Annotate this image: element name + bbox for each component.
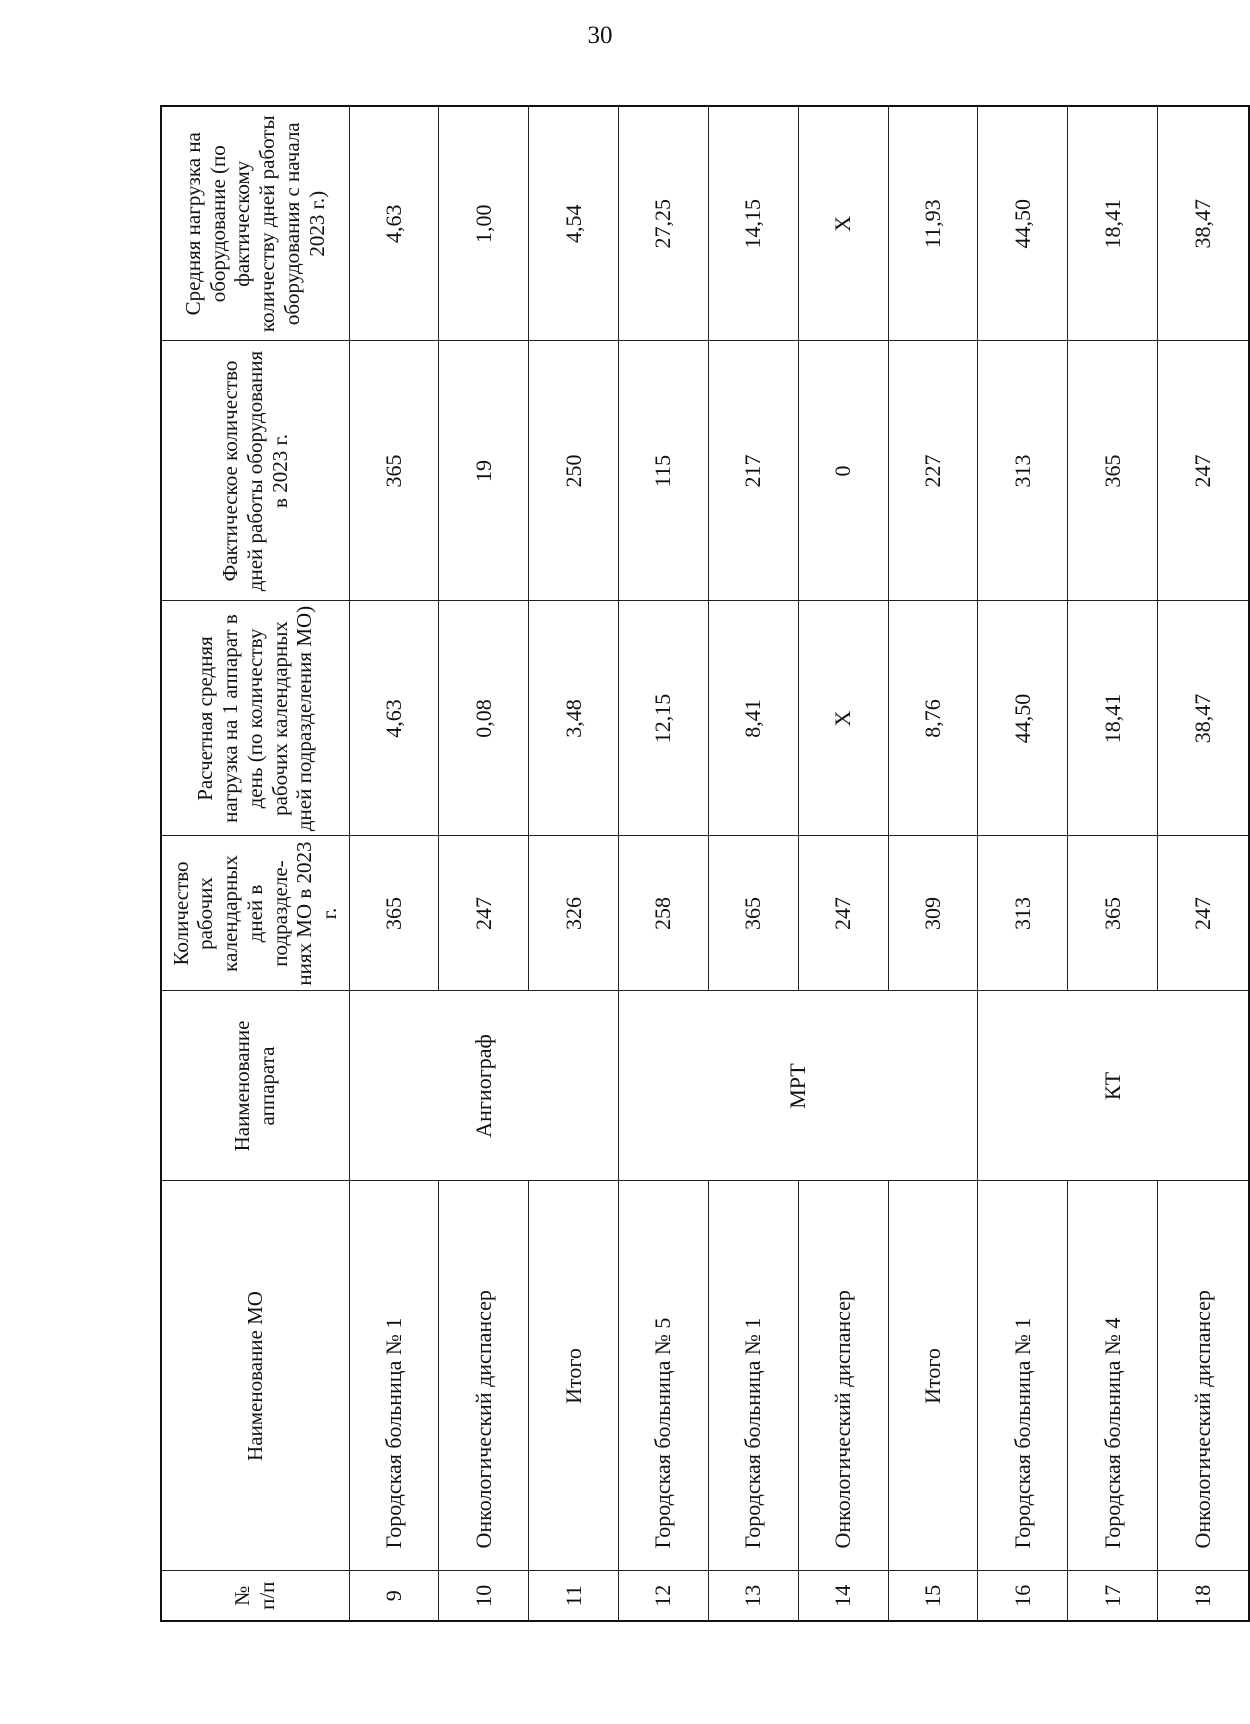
row-calc-load: 3,48 bbox=[529, 601, 619, 836]
row-work-days: 365 bbox=[349, 836, 439, 991]
row-actual-days: 227 bbox=[888, 341, 978, 601]
row-avg-load: 44,50 bbox=[978, 106, 1068, 341]
table-row bbox=[1068, 106, 1158, 1621]
row-num: 16 bbox=[978, 1571, 1068, 1621]
table-row bbox=[888, 106, 978, 1621]
row-avg-load: 18,41 bbox=[1068, 106, 1158, 341]
row-num: 15 bbox=[888, 1571, 978, 1621]
row-avg-load: 1,00 bbox=[439, 106, 529, 341]
equipment-load-table bbox=[160, 105, 1250, 1622]
row-actual-days: 365 bbox=[1068, 341, 1158, 601]
row-mo: Городская больница № 1 bbox=[708, 1181, 798, 1571]
table-row bbox=[978, 106, 1068, 1621]
header-mo: Наименование МО bbox=[161, 1181, 349, 1571]
table-row bbox=[619, 106, 709, 1621]
row-device: Ангиограф bbox=[349, 991, 619, 1181]
row-avg-load: 4,63 bbox=[349, 106, 439, 341]
row-num: 11 bbox=[529, 1571, 619, 1621]
row-calc-load: 0,08 bbox=[439, 601, 529, 836]
row-mo: Городская больница № 5 bbox=[619, 1181, 709, 1571]
row-mo: Городская больница № 4 bbox=[1068, 1181, 1158, 1571]
row-work-days: 365 bbox=[1068, 836, 1158, 991]
rotated-table-container bbox=[160, 107, 1250, 1622]
row-actual-days: 313 bbox=[978, 341, 1068, 601]
row-work-days: 247 bbox=[798, 836, 888, 991]
row-mo-total: Итого bbox=[888, 1181, 978, 1571]
row-mo: Онкологический диспансер bbox=[439, 1181, 529, 1571]
row-work-days: 247 bbox=[1158, 836, 1249, 991]
row-calc-load: 12,15 bbox=[619, 601, 709, 836]
row-actual-days: 19 bbox=[439, 341, 529, 601]
row-num: 17 bbox=[1068, 1571, 1158, 1621]
row-work-days: 365 bbox=[708, 836, 798, 991]
row-avg-load: 4,54 bbox=[529, 106, 619, 341]
row-num: 9 bbox=[349, 1571, 439, 1621]
row-mo: Городская больница № 1 bbox=[349, 1181, 439, 1571]
row-avg-load: 27,25 bbox=[619, 106, 709, 341]
header-work-days: Количество рабочих календарных дней в подразделе-ниях МО в 2023 г. bbox=[161, 836, 349, 991]
row-actual-days: 217 bbox=[708, 341, 798, 601]
table-row bbox=[439, 106, 529, 1621]
row-actual-days: 250 bbox=[529, 341, 619, 601]
header-num: № п/п bbox=[161, 1571, 349, 1621]
row-avg-load: 11,93 bbox=[888, 106, 978, 341]
row-work-days: 309 bbox=[888, 836, 978, 991]
row-actual-days: 247 bbox=[1158, 341, 1249, 601]
table-row bbox=[529, 106, 619, 1621]
row-actual-days: 365 bbox=[349, 341, 439, 601]
row-work-days: 313 bbox=[978, 836, 1068, 991]
header-actual-days: Фактическое количество дней работы оборудования в 2023 г. bbox=[161, 341, 349, 601]
row-mo: Онкологический диспансер bbox=[798, 1181, 888, 1571]
row-avg-load: 38,47 bbox=[1158, 106, 1249, 341]
row-num: 12 bbox=[619, 1571, 709, 1621]
table-row bbox=[708, 106, 798, 1621]
row-calc-load: 8,41 bbox=[708, 601, 798, 836]
row-num: 10 bbox=[439, 1571, 529, 1621]
row-calc-load: 44,50 bbox=[978, 601, 1068, 836]
row-num: 14 bbox=[798, 1571, 888, 1621]
row-num: 18 bbox=[1158, 1571, 1249, 1621]
row-work-days: 326 bbox=[529, 836, 619, 991]
row-actual-days: 115 bbox=[619, 341, 709, 601]
row-mo-total: Итого bbox=[529, 1181, 619, 1571]
row-calc-load: Х bbox=[798, 601, 888, 836]
row-device: МРТ bbox=[619, 991, 978, 1181]
header-avg-load: Средняя нагрузка на оборудование (по фактическому количеству дней работы оборудования с начала 2023 г.) bbox=[161, 106, 349, 341]
row-calc-load: 4,63 bbox=[349, 601, 439, 836]
header-row bbox=[161, 106, 349, 1621]
row-num: 13 bbox=[708, 1571, 798, 1621]
table-row bbox=[798, 106, 888, 1621]
row-calc-load: 38,47 bbox=[1158, 601, 1249, 836]
page-number: 30 bbox=[587, 22, 613, 49]
header-calc-load: Расчетная средняя нагрузка на 1 аппарат в день (по количеству рабочих календарных дней подразделения МО) bbox=[161, 601, 349, 836]
row-work-days: 247 bbox=[439, 836, 529, 991]
row-avg-load: 14,15 bbox=[708, 106, 798, 341]
table-row bbox=[1158, 106, 1249, 1621]
row-calc-load: 18,41 bbox=[1068, 601, 1158, 836]
row-device: КТ bbox=[978, 991, 1249, 1181]
table-row bbox=[349, 106, 439, 1621]
row-mo: Онкологический диспансер bbox=[1158, 1181, 1249, 1571]
row-avg-load: Х bbox=[798, 106, 888, 341]
header-device: Наименование аппарата bbox=[161, 991, 349, 1181]
row-actual-days: 0 bbox=[798, 341, 888, 601]
row-work-days: 258 bbox=[619, 836, 709, 991]
row-calc-load: 8,76 bbox=[888, 601, 978, 836]
row-mo: Городская больница № 1 bbox=[978, 1181, 1068, 1571]
